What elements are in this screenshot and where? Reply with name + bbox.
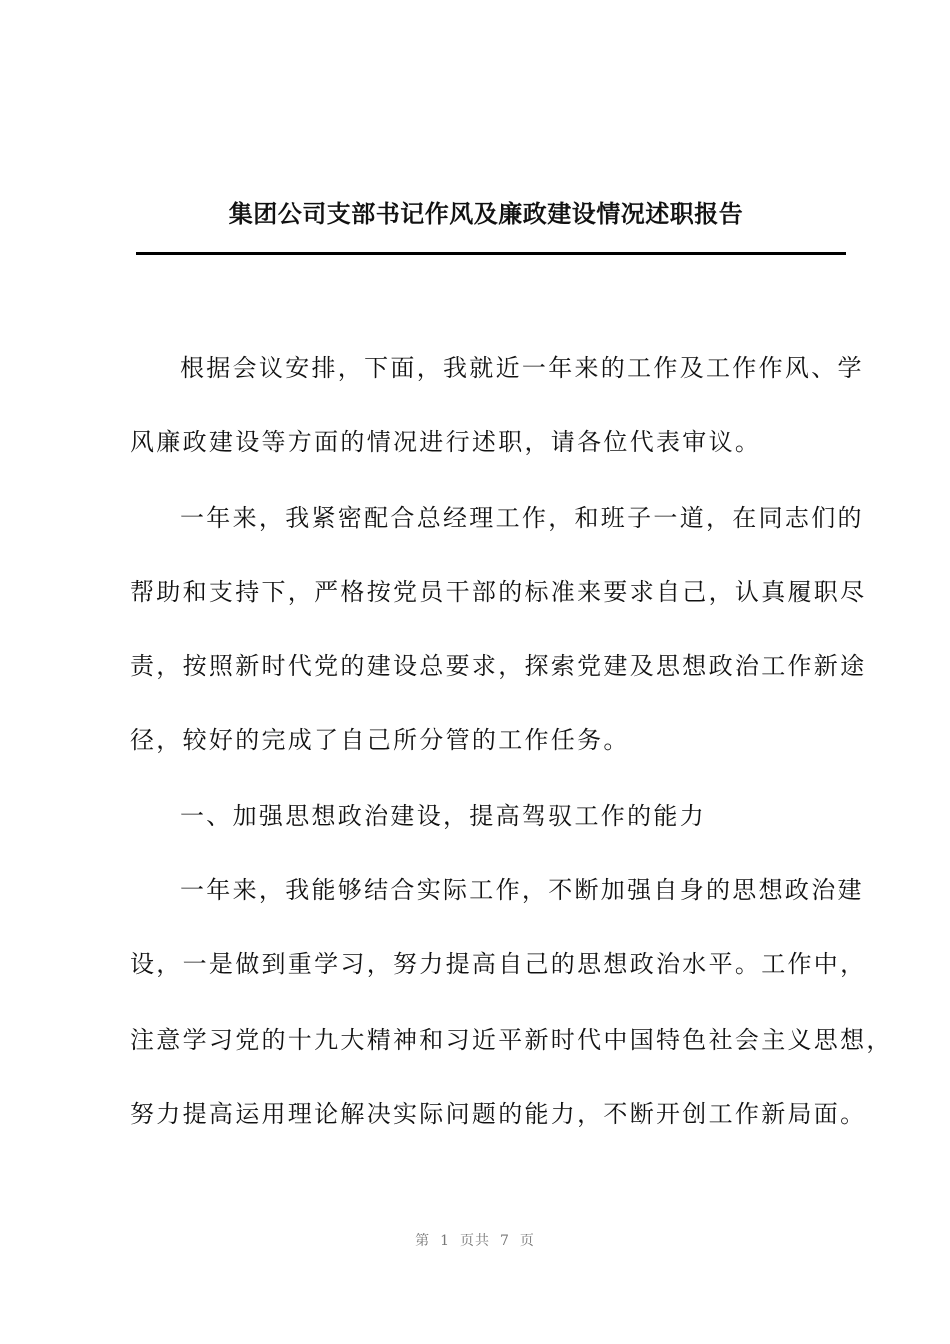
footer-prefix: 第 — [415, 1233, 431, 1249]
title-underline — [136, 252, 846, 255]
page-footer — [0, 1230, 950, 1250]
section-heading: 一、加强思想政治建设，提高驾驭工作的能力 — [180, 802, 706, 830]
paragraph-line: 径，较好的完成了自己所分管的工作任务。 — [130, 726, 630, 754]
paragraph-line: 一年来，我能够结合实际工作，不断加强自身的思想政治建 — [180, 876, 864, 904]
paragraph-line: 注意学习党的十九大精神和习近平新时代中国特色社会主义思想， — [130, 1026, 893, 1054]
paragraph-line: 责，按照新时代党的建设总要求，探索党建及思想政治工作新途 — [130, 652, 867, 680]
document-title: 集团公司支部书记作风及廉政建设情况述职报告 — [228, 199, 744, 228]
footer-suffix: 页 — [519, 1233, 535, 1249]
footer-total-pages: 7 — [500, 1233, 510, 1249]
paragraph-line: 风廉政建设等方面的情况进行述职，请各位代表审议。 — [130, 428, 762, 456]
paragraph-line: 一年来，我紧密配合总经理工作，和班子一道，在同志们的 — [180, 504, 864, 532]
paragraph-line: 努力提高运用理论解决实际问题的能力，不断开创工作新局面。 — [130, 1100, 867, 1128]
paragraph-line: 设，一是做到重学习，努力提高自己的思想政治水平。工作中， — [130, 950, 867, 978]
paragraph-line: 帮助和支持下，严格按党员干部的标准来要求自己，认真履职尽 — [130, 578, 867, 606]
paragraph-line: 根据会议安排，下面，我就近一年来的工作及工作作风、学 — [180, 354, 864, 382]
footer-page-number: 1 — [440, 1233, 450, 1249]
footer-middle: 页共 — [460, 1233, 490, 1249]
